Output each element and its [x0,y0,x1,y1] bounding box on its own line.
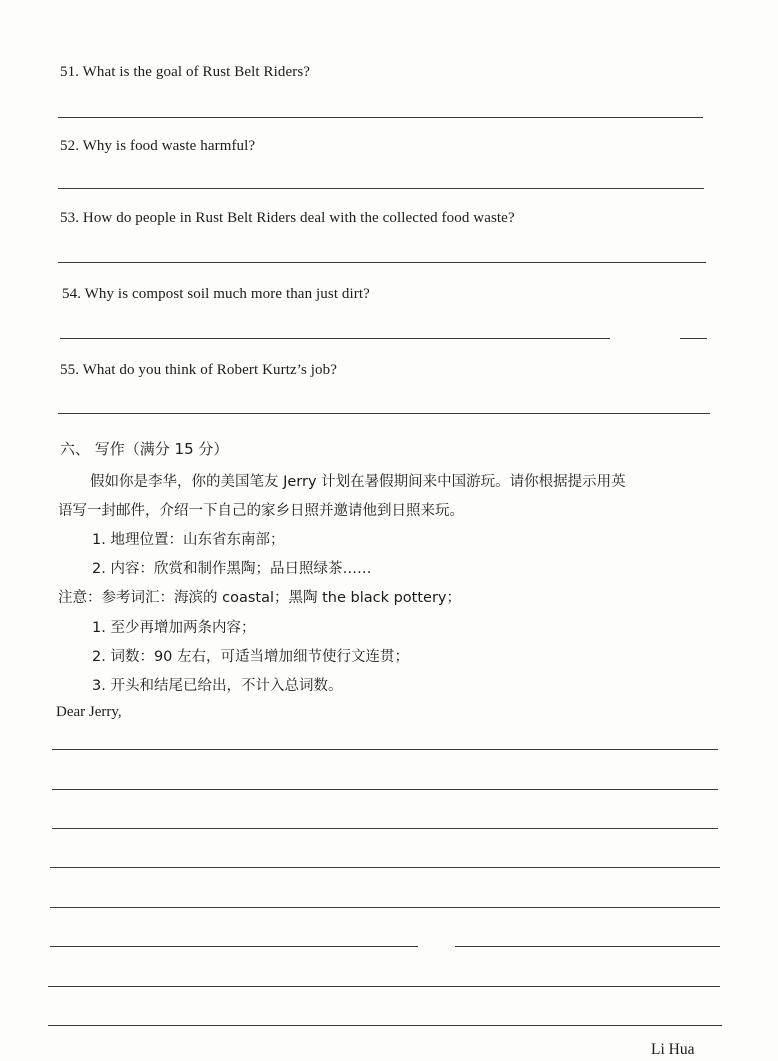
answer-line-55[interactable] [58,413,710,414]
writing-line[interactable] [48,1025,722,1026]
answer-line-52[interactable] [58,188,704,189]
writing-line[interactable] [48,986,720,987]
letter-greeting: Dear Jerry, [56,704,122,720]
writing-line[interactable] [52,749,718,750]
answer-line-51[interactable] [58,117,703,118]
writing-line[interactable] [52,789,718,790]
writing-prompt-line1: 假如你是李华，你的美国笔友 Jerry 计划在暑假期间来中国游玩。请你根据提示用英 [90,474,626,490]
question-51: 51. What is the goal of Rust Belt Riders? [60,64,311,80]
question-53: 53. How do people in Rust Belt Riders deal with the collected food waste? [60,210,515,226]
writing-note-2: 2. 词数：90 左右，可适当增加细节使行文连贯； [92,649,410,665]
answer-line-54-end [680,338,707,339]
writing-line[interactable] [50,907,720,908]
writing-notes-label: 注意：参考词汇：海滨的 coastal；黑陶 the black pottery； [58,590,462,606]
question-52: 52. Why is food waste harmful? [60,138,256,154]
writing-heading: 六、 写作（满分 15 分） [60,440,229,458]
writing-point-1: 1. 地理位置：山东省东南部； [92,532,285,548]
writing-point-2: 2. 内容：欣赏和制作黑陶；品日照绿茶…… [92,561,372,577]
answer-line-54[interactable] [60,338,610,339]
writing-prompt-line2: 语写一封邮件，介绍一下自己的家乡日照并邀请他到日照来玩。 [58,503,464,519]
writing-line[interactable] [52,828,718,829]
question-55: 55. What do you think of Robert Kurtz’s job? [60,362,337,378]
question-54: 54. Why is compost soil much more than just dirt? [62,286,370,302]
answer-line-53[interactable] [58,262,706,263]
writing-note-3: 3. 开头和结尾已给出，不计入总词数。 [92,678,343,694]
writing-line[interactable] [50,867,720,868]
letter-signature: Li Hua [651,1041,695,1058]
writing-note-1: 1. 至少再增加两条内容； [92,620,256,636]
writing-line[interactable] [50,946,418,947]
writing-line[interactable] [455,946,720,947]
